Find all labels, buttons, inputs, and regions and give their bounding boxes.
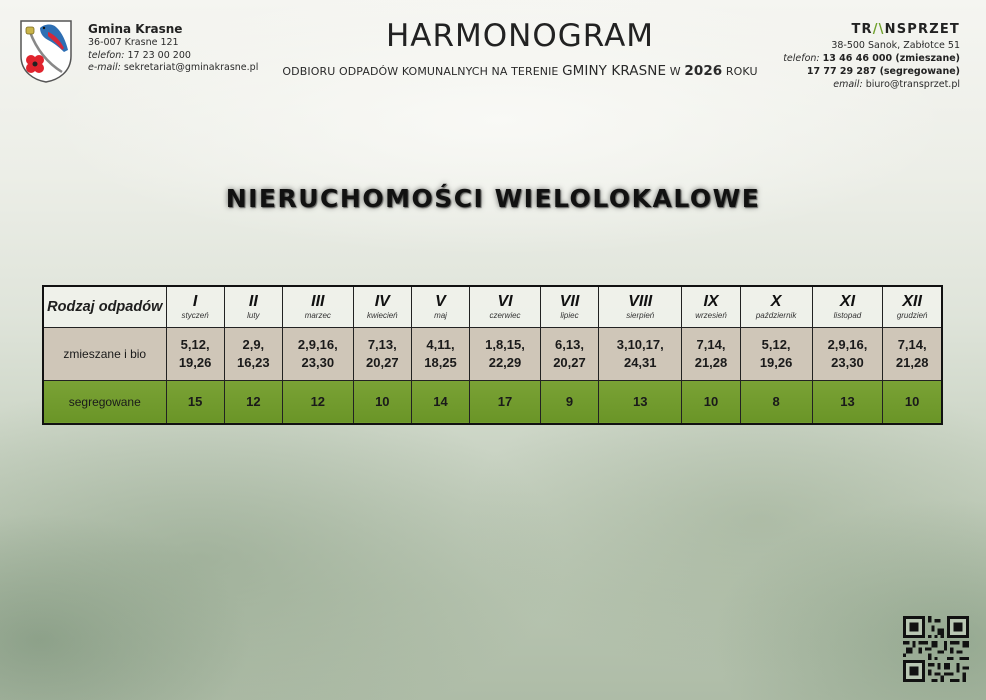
dates-line: 20,27 — [366, 354, 399, 370]
waste-type-label: zmieszane i bio — [43, 327, 166, 380]
collection-dates-cell — [883, 327, 942, 380]
month-header — [411, 286, 469, 327]
collection-dates-cell: 10 — [883, 380, 942, 424]
municipality-header — [18, 18, 258, 84]
month-header — [682, 286, 740, 327]
dates-line: 5,12, — [180, 336, 210, 352]
collection-dates-cell: 15 — [166, 380, 224, 424]
coat-of-arms-icon — [18, 18, 74, 84]
collection-dates-cell — [470, 327, 541, 380]
collection-dates-cell — [599, 327, 682, 380]
company-phone-segregated: 17 77 29 287 (segregowane) — [806, 66, 960, 77]
month-name: styczeń — [181, 310, 209, 320]
subtitle-text: ROKU — [725, 65, 758, 78]
month-name: kwiecień — [366, 310, 398, 320]
collection-dates-cell: 8 — [740, 380, 812, 424]
dates-line: 19,26 — [178, 354, 212, 370]
month-roman: I — [192, 292, 198, 310]
collection-dates-cell — [540, 327, 598, 380]
month-header — [353, 286, 411, 327]
email-label: e-mail: — [88, 62, 121, 73]
month-name: luty — [247, 310, 260, 320]
document-title-block — [240, 16, 800, 79]
collection-dates-cell — [411, 327, 469, 380]
table-row-mixed-bio — [43, 327, 942, 380]
collection-dates-cell — [682, 327, 740, 380]
collection-dates-cell: 12 — [282, 380, 353, 424]
collection-dates-cell: 13 — [812, 380, 883, 424]
subtitle-year: 2026 — [684, 63, 723, 79]
municipality-email[interactable]: sekretariat@gminakrasne.pl — [123, 62, 259, 73]
waste-type-label: segregowane — [43, 380, 166, 424]
table-row-segregated — [43, 380, 942, 424]
month-header — [224, 286, 282, 327]
section-title: NIERUCHOMOŚCI WIELOLOKALOWE — [225, 184, 761, 213]
municipality-name: Gmina Krasne — [88, 22, 183, 36]
qr-code-icon[interactable] — [903, 616, 969, 682]
company-logo — [783, 22, 960, 38]
collection-dates-cell — [353, 327, 411, 380]
month-roman: VII — [559, 292, 580, 310]
company-address: 38-500 Sanok, Zabłotce 51 — [831, 40, 960, 51]
month-roman: VI — [497, 292, 513, 310]
collection-dates-cell: 17 — [470, 380, 541, 424]
collection-dates-cell: 12 — [224, 380, 282, 424]
dates-line: 19,26 — [759, 354, 793, 370]
dates-line: 4,11, — [426, 336, 455, 352]
month-roman: VIII — [628, 292, 653, 310]
month-roman: III — [311, 292, 325, 310]
month-name: lipiec — [560, 310, 579, 320]
brand-accent: /\ — [872, 22, 885, 37]
month-roman: II — [248, 292, 258, 310]
collection-dates-cell: 13 — [599, 380, 682, 424]
page-title: HARMONOGRAM — [385, 18, 655, 54]
dates-line: 2,9, — [242, 336, 265, 352]
dates-line: 5,12, — [761, 336, 791, 352]
phone-label: telefon: — [783, 53, 820, 64]
collection-dates-cell: 10 — [682, 380, 740, 424]
month-roman: X — [770, 292, 782, 310]
dates-line: 7,14, — [696, 336, 726, 352]
waste-type-header: Rodzaj odpadów — [43, 286, 166, 327]
dates-line: 7,14, — [897, 336, 927, 352]
company-email[interactable]: biuro@transprzet.pl — [865, 79, 960, 90]
municipality-address: 36-007 Krasne 121 — [88, 37, 179, 48]
schedule-table — [42, 285, 943, 425]
month-header — [470, 286, 541, 327]
dates-line: 23,30 — [301, 354, 335, 370]
dates-line: 21,28 — [694, 354, 728, 370]
municipality-phone-line — [88, 50, 258, 63]
collection-dates-cell — [166, 327, 224, 380]
month-name: sierpień — [626, 310, 655, 320]
month-roman: IV — [374, 292, 390, 310]
dates-line: 18,25 — [424, 354, 457, 370]
company-header — [783, 22, 960, 91]
dates-line: 2,9,16, — [297, 336, 338, 352]
dates-line: 21,28 — [895, 354, 929, 370]
dates-line: 7,13, — [367, 336, 397, 352]
subtitle-text: W — [669, 65, 681, 78]
dates-line: 6,13, — [555, 336, 584, 352]
dates-line: 23,30 — [831, 354, 864, 370]
dates-line: 3,10,17, — [616, 336, 664, 352]
collection-dates-cell — [224, 327, 282, 380]
dates-line: 22,29 — [488, 354, 522, 370]
month-header — [166, 286, 224, 327]
phone-label: telefon: — [88, 49, 125, 61]
month-roman: V — [435, 292, 446, 310]
collection-dates-cell — [812, 327, 883, 380]
month-name: listopad — [833, 310, 862, 320]
month-name: marzec — [304, 310, 331, 320]
month-name: październik — [755, 310, 797, 320]
dates-line: 2,9,16, — [827, 336, 868, 352]
municipality-phone: 17 23 00 200 — [127, 49, 191, 61]
month-name: czerwiec — [489, 310, 521, 320]
dates-line: 1,8,15, — [485, 336, 525, 352]
dates-line: 20,27 — [553, 354, 586, 370]
month-name: grudzień — [896, 310, 928, 320]
email-label: email: — [833, 79, 863, 90]
brand-text: TR — [851, 22, 873, 37]
subtitle-text: ODBIORU ODPADÓW KOMUNALNYCH NA TERENIE — [282, 65, 559, 78]
collection-dates-cell: 10 — [353, 380, 411, 424]
company-email-line — [783, 78, 960, 91]
month-header — [883, 286, 942, 327]
company-phone-mixed: 13 46 46 000 (zmieszane) — [822, 53, 960, 64]
collection-dates-cell: 9 — [540, 380, 598, 424]
month-roman: IX — [703, 292, 719, 310]
dates-line: 16,23 — [237, 354, 270, 370]
company-phone-segregated-line — [783, 65, 960, 78]
month-header — [812, 286, 883, 327]
month-header — [282, 286, 353, 327]
municipality-email-line — [88, 62, 258, 75]
company-phone-mixed-line — [783, 52, 960, 65]
collection-dates-cell — [740, 327, 812, 380]
table-header-row — [43, 286, 942, 327]
collection-dates-cell: 14 — [411, 380, 469, 424]
page-subtitle — [240, 63, 800, 79]
subtitle-municipality: GMINY KRASNE — [562, 63, 667, 79]
month-name: wrzesień — [695, 310, 727, 320]
month-name: maj — [434, 310, 447, 320]
month-header — [540, 286, 598, 327]
month-header — [599, 286, 682, 327]
collection-dates-cell — [282, 327, 353, 380]
month-header — [740, 286, 812, 327]
brand-text: NSPRZET — [884, 22, 960, 37]
month-roman: XII — [902, 292, 922, 310]
dates-line: 24,31 — [623, 354, 657, 370]
month-roman: XI — [839, 292, 856, 310]
